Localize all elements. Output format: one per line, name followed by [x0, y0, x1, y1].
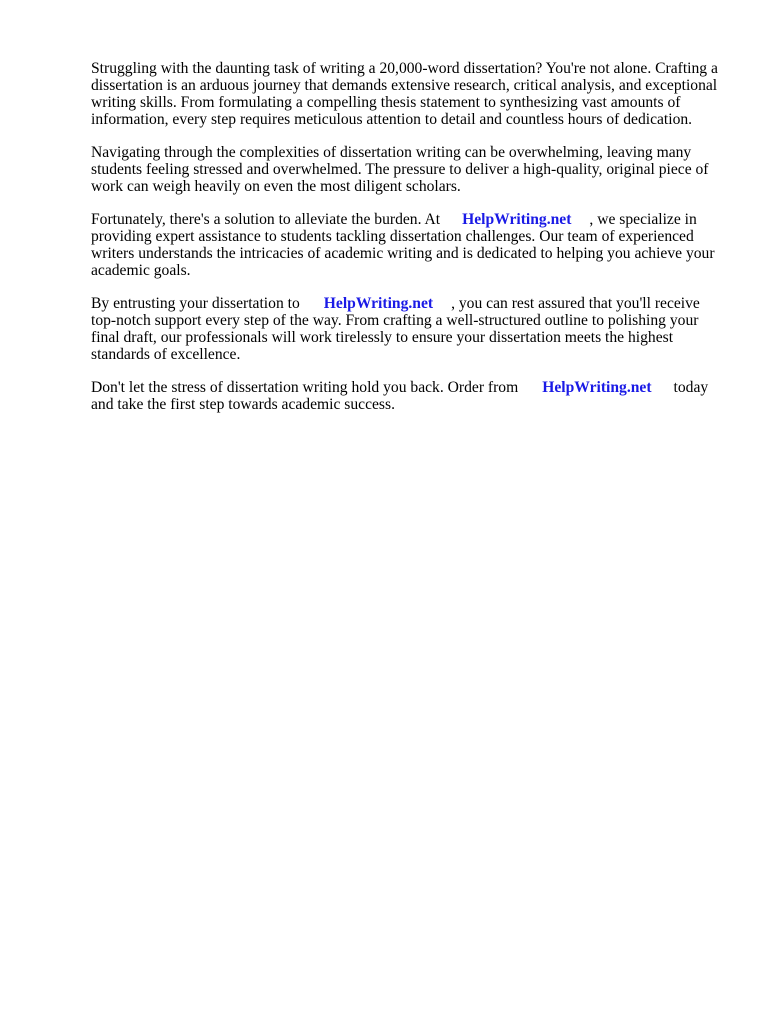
challenges-text: Navigating through the complexities of dissertation writing can be overwhelming, leaving many students feeling stressed and overwhelmed. The pressure to deliver a high-quality, original piece of work can weigh heavily on even the most diligent scholars. [91, 144, 709, 195]
helpwriting-link[interactable]: HelpWriting.net [323, 295, 434, 312]
solution-text-before: Fortunately, there's a solution to alleviate the burden. At [91, 211, 441, 228]
document-body [91, 60, 721, 429]
cta-text-after: today and take the first step towards academic success. [91, 379, 709, 413]
intro-paragraph [91, 60, 721, 128]
cta-text-before: Don't let the stress of dissertation writing hold you back. Order from [91, 379, 519, 396]
solution-text-after: , we specialize in providing expert assistance to students tackling dissertation challenges. Our team of experienced writers understands the intricacies of academic writing and is dedicated to helping you achieve your academic goals. [91, 211, 715, 279]
challenges-paragraph [91, 144, 721, 195]
helpwriting-link[interactable]: HelpWriting.net [462, 211, 572, 228]
support-text-before: By entrusting your dissertation to [91, 295, 300, 312]
support-text-after: , you can rest assured that you'll receive top-notch support every step of the way. From crafting a well-structured outline to polishing your final draft, our professionals will work tirelessly to ensure your dissertation meets the highest standards of excellence. [91, 295, 700, 363]
helpwriting-link[interactable]: HelpWriting.net [542, 379, 652, 396]
intro-text: Struggling with the daunting task of writing a 20,000-word dissertation? You're not alone. Crafting a dissertation is an arduous journey that demands extensive research, critical analysis, and exceptional writing skills. From formulating a compelling thesis statement to synthesizing vast amounts of information, every step requires meticulous attention to detail and countless hours of dedication. [91, 60, 718, 128]
support-paragraph [91, 295, 721, 363]
call-to-action-paragraph [91, 379, 721, 413]
solution-paragraph [91, 211, 721, 279]
